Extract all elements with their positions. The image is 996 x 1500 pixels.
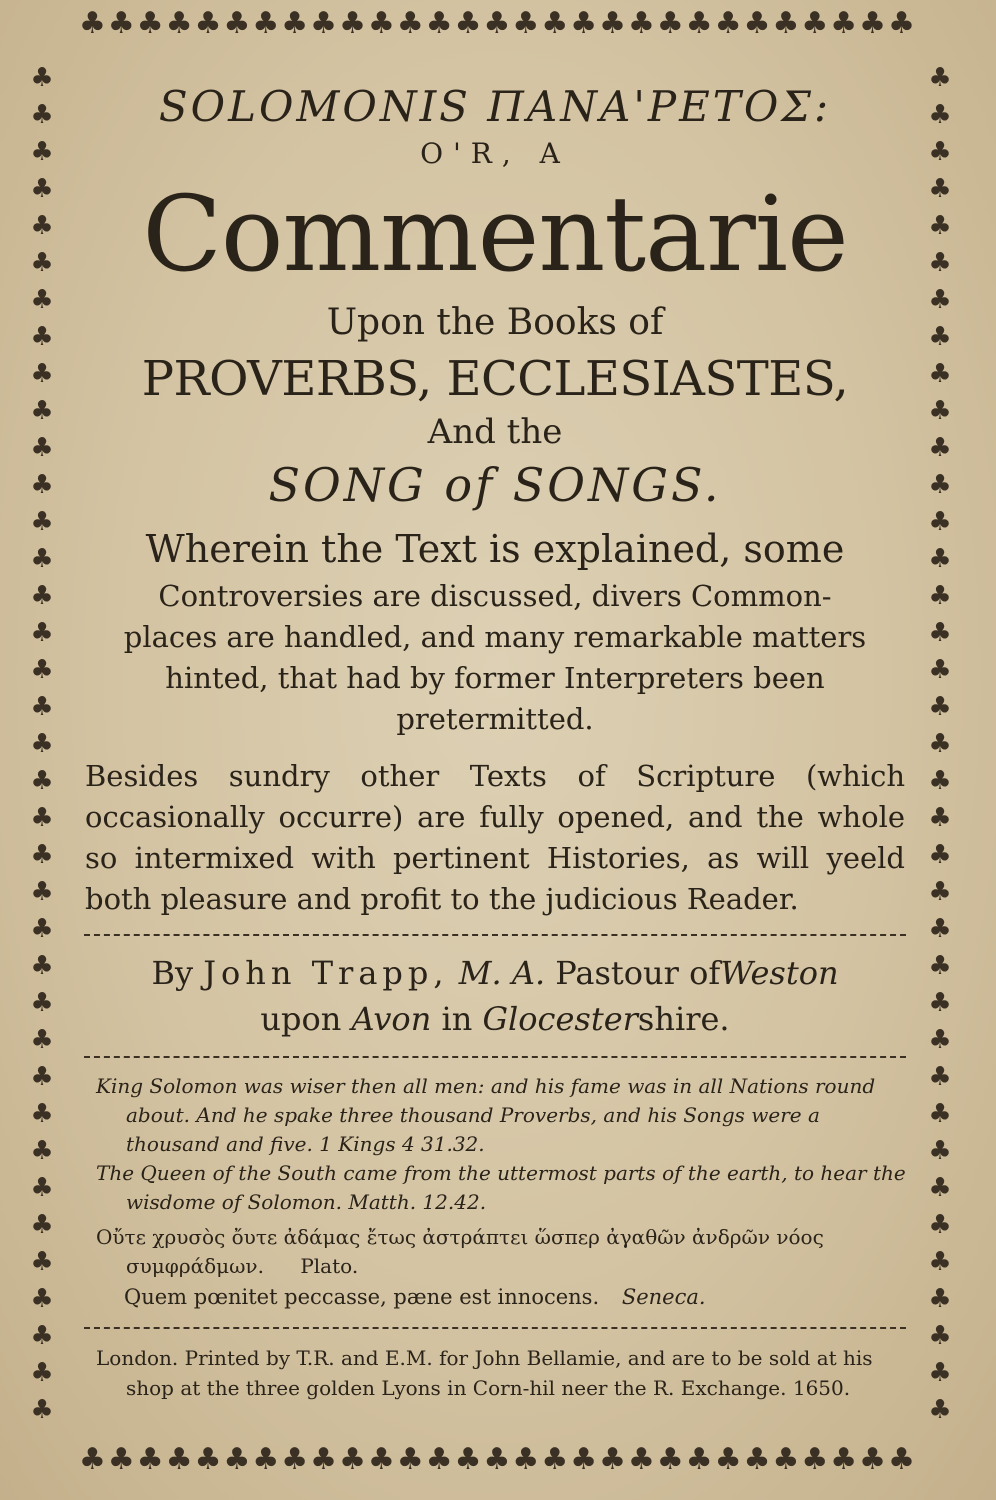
description-paragraph: Controversies are discussed, divers Common-places are handled, and many remarkable matters hinted, that had by former Interpreters been pretermitted. [123, 579, 867, 736]
greek-author: Plato. [300, 1254, 359, 1278]
besides-paragraph: Besides sundry other Texts of Scripture (which occasionally occurre) are fully opened, and the whole so intermixed with pertinent Histories, as will yeeld both pleasure and profit to the judicious Reader. [85, 759, 905, 916]
latin-author: Seneca. [621, 1285, 706, 1309]
quote-matthew: The Queen of the South came from the uttermost parts of the earth, to hear the wisdome of Solomon. Matth. 12.42. [96, 1161, 906, 1214]
author-shire: shire. [637, 1000, 730, 1038]
or-a-line: O'R, A [420, 137, 570, 170]
main-title: Commentarie [142, 173, 848, 295]
author-place: Weston [720, 954, 839, 992]
author-location [72, 996, 918, 1042]
imprint [84, 1343, 906, 1403]
ornamental-border-bottom: ♣♣♣♣♣♣♣♣♣♣♣♣♣♣♣♣♣♣♣♣♣♣♣♣♣♣♣♣♣ [79, 1442, 917, 1477]
and-the-line: And the [427, 412, 563, 452]
author-line [72, 950, 918, 996]
ornamental-border-left: ♣ ♣ ♣ ♣ ♣ ♣ ♣ ♣ ♣ ♣ ♣ ♣ ♣ ♣ ♣ ♣ ♣ ♣ ♣ ♣ ♣ ♣ ♣ ♣ ♣ ♣ ♣ ♣ ♣ ♣ ♣ ♣ ♣ ♣ ♣ ♣ ♣ [30, 63, 54, 1425]
author-in: in [441, 1000, 473, 1038]
divider-rule-2 [84, 1056, 906, 1058]
author-glocester: Glocester [482, 1000, 638, 1038]
author-upon: upon [260, 1000, 342, 1038]
divider-rule [84, 934, 906, 936]
quote-latin [84, 1281, 906, 1313]
latin-text: Quem pœnitet peccasse, pæne est innocens. [124, 1285, 600, 1309]
song-of-songs: SONG of SONGS. [268, 458, 722, 512]
divider-rule-3 [84, 1327, 906, 1329]
wherein-line: Wherein the Text is explained, some [145, 527, 845, 571]
ornamental-border-right: ♣ ♣ ♣ ♣ ♣ ♣ ♣ ♣ ♣ ♣ ♣ ♣ ♣ ♣ ♣ ♣ ♣ ♣ ♣ ♣ ♣ ♣ ♣ ♣ ♣ ♣ ♣ ♣ ♣ ♣ ♣ ♣ ♣ ♣ ♣ ♣ ♣ [928, 63, 952, 1425]
quote-greek [84, 1223, 906, 1281]
quote-kings: King Solomon was wiser then all men: and his fame was in all Nations round about. And he spake three thousand Proverbs, and his Songs were a thousand and five. 1 Kings 4 31.32. [96, 1074, 876, 1156]
author-by: By [151, 954, 194, 992]
author-name: John Trapp, [203, 954, 449, 992]
imprint-text: London. Printed by T.R. and E.M. for John Bellamie, and are to be sold at his shop at the three golden Lyons in Corn-hil neer the R. Exchange. [96, 1346, 873, 1400]
greek-text: Οὔτε χρυσὸς ὄυτε ἀδάμας ἔτως ἀστράπτει ὥσπερ ἀγαθῶν ἀνδρῶν νόος συμφράδμων. [96, 1225, 824, 1278]
author-role: Pastour of [555, 954, 721, 992]
subtitle-upon: Upon the Books of [326, 302, 664, 343]
author-degree: M. A. [458, 954, 546, 992]
author-avon: Avon [351, 1000, 432, 1038]
imprint-year: 1650. [792, 1376, 851, 1400]
books-line: PROVERBS, ECCLESIASTES, [141, 351, 849, 407]
ornamental-border-top: ♣♣♣♣♣♣♣♣♣♣♣♣♣♣♣♣♣♣♣♣♣♣♣♣♣♣♣♣♣ [79, 6, 917, 41]
title-text-block [72, 66, 918, 1438]
latin-title: SOLOMONIS ΠΑΝΑ'ΡΕΤΟΣ: [158, 82, 832, 131]
